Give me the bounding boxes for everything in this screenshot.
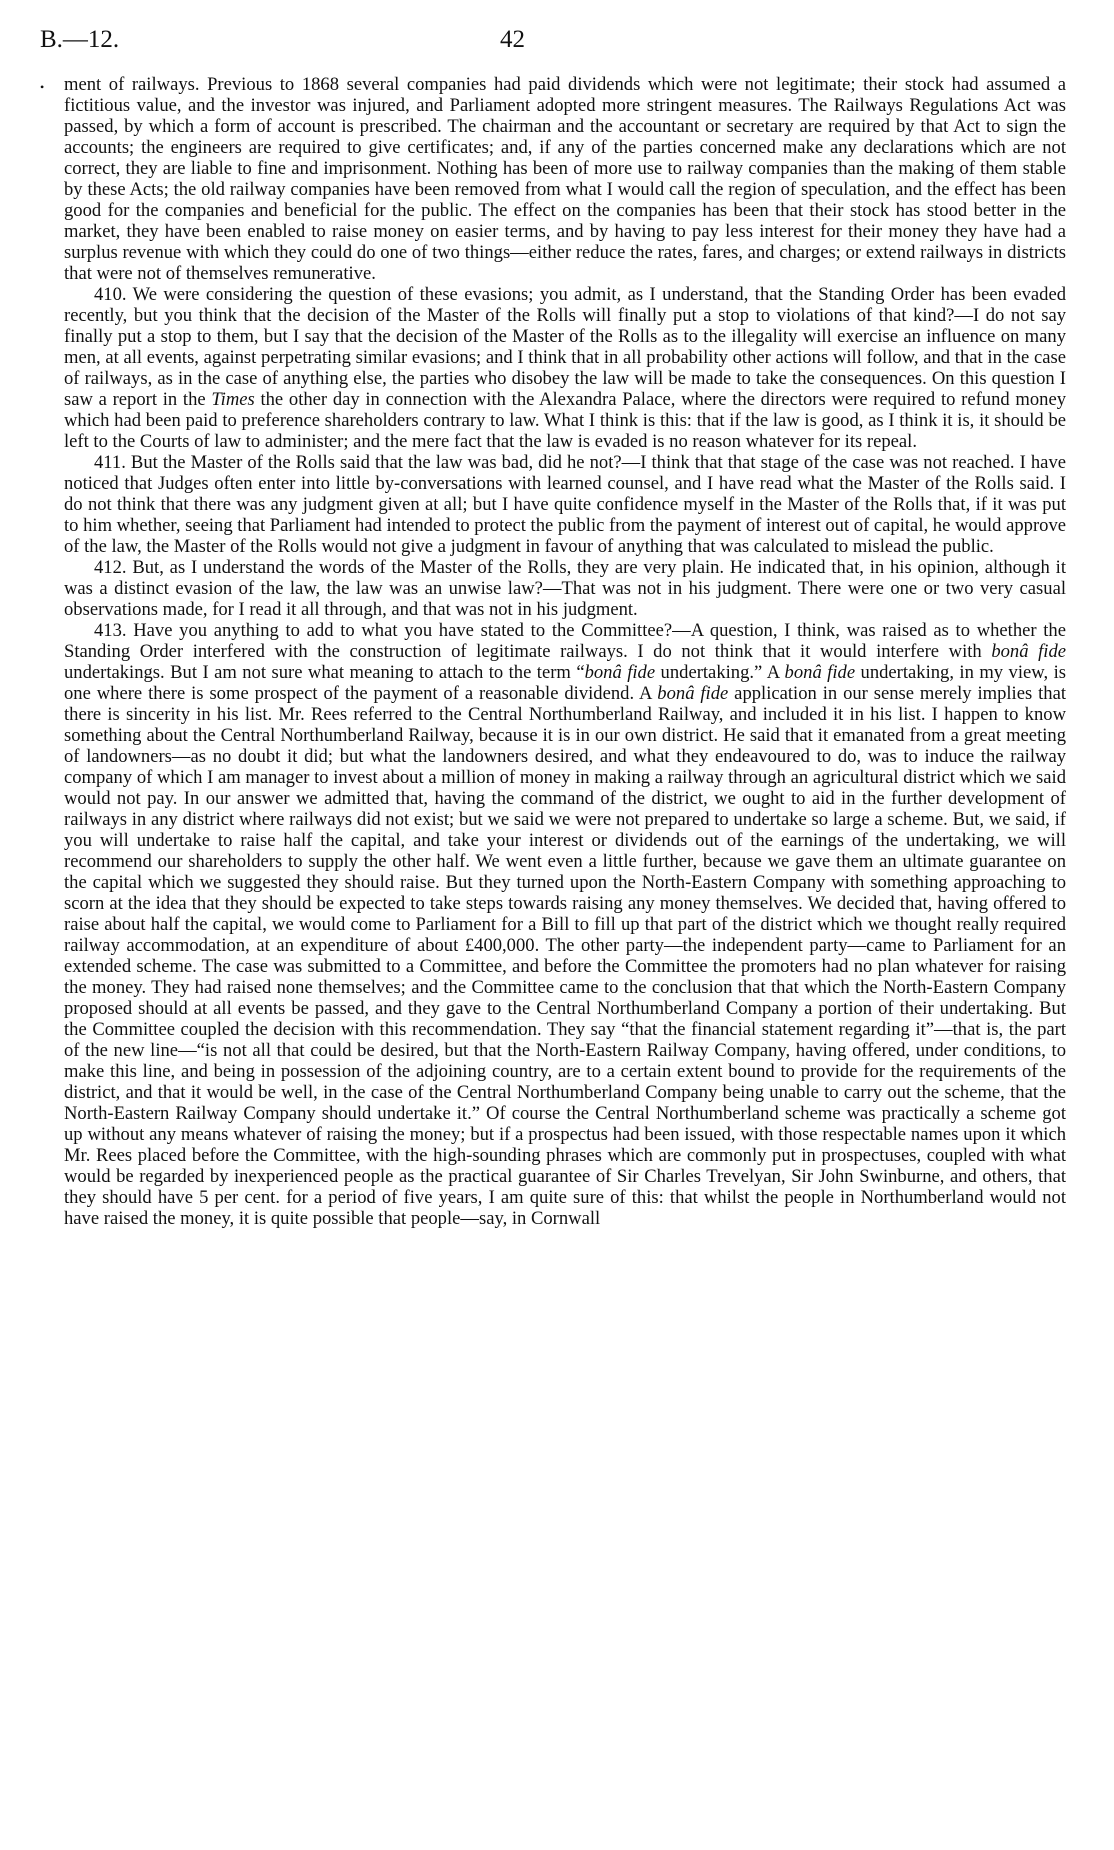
page-header <box>40 26 1070 66</box>
paragraph-q411 <box>64 452 1066 557</box>
paragraph-q412 <box>64 557 1066 620</box>
italic-text: bonâ fide <box>584 662 656 683</box>
paragraph-q410 <box>64 284 1066 452</box>
text-segment: ment of railways. Previous to 1868 several companies had paid dividends which were not legitimate; their stock had assumed a fictitious value, and the investor was injured, and Parliament adopted more stringent measures. The Railways Regulations Act was passed, by which a form of account is prescribed. The chairman and the accountant or secretary are required by that Act to sign the accounts; the engineers are required to give certificates; and, if any of the parties concerned make any declarations which are not correct, they are liable to fine and imprisonment. Nothing has been of more use to railway companies than the making of them stable by these Acts; the old railway companies have been removed from what I would call the region of speculation, and the effect has been good for the companies and beneficial for the public. The effect on the companies has been that their stock has stood better in the market, they have been enabled to raise money on easier terms, and by having to pay less interest for their money they have had a surplus revenue with which they could do one of two things—either reduce the rates, fares, and charges; or extend railways in districts that were not of themselves remunerative. <box>64 74 1066 284</box>
document-reference: B.—12. <box>40 26 120 53</box>
italic-text: bonâ fide <box>991 641 1067 662</box>
text-segment: application in our sense merely implies that there is sincerity in his list. Mr. Rees referred to the Central Northumberland Railway, and included it in his list. I happen to know something about the Central Northumberland Railway, because it is in our own district. He said that it emanated from a great meeting of landowners—as no doubt it did; but what the landowners desired, and what they endeavoured to do, was to induce the railway company of which I am manager to invest about a million of money in making a railway through an agricultural district which we said would not pay. In our answer we admitted that, having the command of the district, we ought to aid in the further development of railways in any district where railways did not exist; but we said we were not prepared to undertake so large a scheme. But, we said, if you will undertake to raise half the capital, and take your interest or dividends out of the earnings of the undertaking, we will recommend our shareholders to supply the other half. We went even a little further, because we gave them an ultimate guarantee on the capital which we suggested they should raise. But they turned upon the North-Eastern Company with something approaching to scorn at the idea that they should be expected to take steps towards raising any money themselves. We decided that, having offered to raise about half the capital, we would come to Parliament for a Bill to fill up that part of the district which we thought really required railway accommodation, at an expenditure of about £400,000. The other party—the independent party—came to Parliament for an extended scheme. The case was submitted to a Committee, and before the Committee the promoters had no plan whatever for raising the money. They had raised none themselves; and the Committee came to the conclusion that that which the North-Eastern Company proposed should at all events be passed, and they gave to the Central Northumberland Company a portion of their undertaking. But the Committee coupled the decision with this recommendation. They say “that the financial statement regarding it”—that is, the part of the new line—“is not all that could be desired, but that the North-Eastern Railway Company, having offered, under conditions, to make this line, and being in possession of the adjoining country, are to a certain extent bound to provide for the requirements of the district, and that it would be well, in the case of the Central Northumberland Company being unable to carry out the scheme, that the North-Eastern Railway Company should undertake it.” Of course the Central Northumberland scheme was practically a scheme got up without any means whatever of raising the money; but if a prospectus had been issued, with those respectable names upon it which Mr. Rees placed before the Committee, with the high-sounding phrases which are commonly put in prospectuses, coupled with what would be regarded by inexperienced people as the practical guarantee of Sir Charles Trevelyan, Sir John Swinburne, and others, that they should have 5 per cent. for a period of five years, I am quite sure of this: that whilst the people in Northumberland would not have raised the money, it is quite possible that people—say, in Cornwall <box>64 683 1066 1229</box>
text-segment: 413. Have you anything to add to what you have stated to the Committee?—A question, I think, was raised as to whether the Standing Order interfered with the construction of legitimate railways. I do not think that it would interfere with <box>64 620 1066 662</box>
text-segment: undertakings. But I am not sure what meaning to attach to the term “ <box>64 662 585 683</box>
text-segment: 410. We were considering the question of these evasions; you admit, as I understand, that the Standing Order has been evaded recently, but you think that the decision of the Master of the Rolls will finally put a stop to violations of that kind?—I do not say finally put a stop to them, but I say that the decision of the Master of the Rolls as to the illegality will exercise an influence on many men, at all events, against perpetrating similar evasions; and I think that in all probability other actions will follow, and that in the case of railways, as in the case of anything else, the parties who disobey the law will be made to take the consequences. On this question I saw a report in the <box>64 284 1066 410</box>
text-segment: 411. But the Master of the Rolls said that the law was bad, did he not?—I think that that stage of the case was not reached. I have noticed that Judges often enter into little by-conversations with learned counsel, and I have read what the Master of the Rolls said. I do not think that there was any judgment given at all; but I have quite confidence myself in the Master of the Rolls that, if it was put to him whether, seeing that Parliament had intended to protect the public from the payment of interest out of capital, he would approve of the law, the Master of the Rolls would not give a judgment in favour of anything that was calculated to mislead the public. <box>64 452 1066 557</box>
paragraph-cont <box>64 74 1066 284</box>
text-segment: 412. But, as I understand the words of the Master of the Rolls, they are very plain. He indicated that, in his opinion, although it was a distinct evasion of the law, the law was an unwise law?—That was not in his judgment. There were one or two very casual observations made, for I read it all through, and that was not in his judgment. <box>64 557 1066 620</box>
body-text <box>64 74 1066 1229</box>
page-number: 42 <box>500 26 525 53</box>
text-segment: undertaking, in my view, is one where there is some prospect of the payment of a reasonable dividend. A <box>64 662 1066 704</box>
italic-text: Times <box>211 389 255 410</box>
italic-text: bonâ fide <box>784 662 856 683</box>
text-segment: the other day in connection with the Alexandra Palace, where the directors were required to refund money which had been paid to preference shareholders contrary to law. What I think is this: that if the law is good, as I think it is, it should be left to the Courts of law to administer; and the mere fact that the law is evaded is no reason whatever for its repeal. <box>64 389 1066 452</box>
text-segment: undertaking.” A <box>655 662 785 683</box>
paragraph-q413 <box>64 620 1066 1229</box>
margin-mark: • <box>40 80 45 94</box>
italic-text: bonâ fide <box>657 683 729 704</box>
